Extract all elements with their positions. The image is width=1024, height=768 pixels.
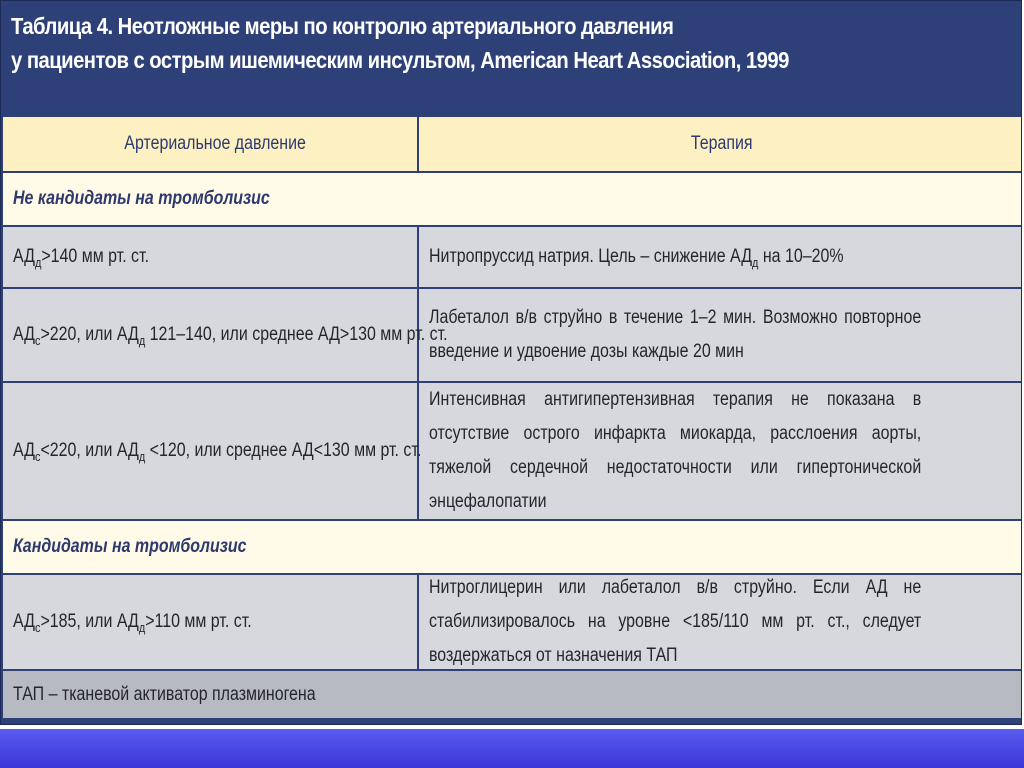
section-row-no-thrombolysis [3,173,1021,227]
table-row [3,575,1021,671]
table-row [3,383,1021,521]
bp-value: $АД_с>220$, или $АД_д$ 121–140, или среднее АД>130 мм рт. ст. [13,324,448,348]
section-label-cell [3,521,1021,573]
header-therapy-cell [419,117,1021,171]
therapy-text: Лабеталол в/в струйно в течение 1–2 мин. Возможно повторное введение и удвоение дозы каждые 20 мин [429,307,922,362]
table-title-line-1: Таблица 4. Неотложные меры по контролю артериального давления [11,13,674,39]
therapy-text: Интенсивная антигипертензивная терапия не показана в отсутствие острого инфаркта миокарда, расслоения аорты, тяжелой сердечной недостаточности или гипертонической энцефалопатии [429,389,922,512]
bp-value: $АД_с>185$, или $АД_д>110$ мм рт. ст. [13,611,252,635]
table-footnote-row [3,671,1021,720]
table-grid [3,117,1021,720]
table-row [3,227,1021,289]
bp-cell [3,575,419,669]
header-bp-cell [3,117,419,171]
section-row-thrombolysis [3,521,1021,575]
table-row [3,289,1021,383]
footnote-cell [3,671,1021,718]
slide-bottom-bar [0,729,1024,768]
bp-value: $АД_д>140$ мм рт. ст. [13,246,150,270]
bp-cell [3,227,419,287]
bp-value: $АД_с<220$, или $АД_д <120$, или среднее АД<130 мм рт. ст. [13,440,422,464]
bp-cell [3,383,422,519]
table-header-row [3,117,1021,173]
therapy-cell [419,575,1021,669]
header-therapy-label: Терапия [691,133,753,154]
therapy-text: Нитропруссид натрия. Цель – снижение $АД_д$ на 10–20% [429,246,844,270]
section-label: Кандидаты на тромболизис [13,536,247,557]
header-bp-label: Артериальное давление [124,133,306,154]
therapy-text: Нитроглицерин или лабеталол в/в струйно. Если АД не стабилизировалось на уровне <185/110 мм рт. ст., следует воздержаться от назначения ТАП [429,577,922,666]
section-label: Не кандидаты на тромболизис [13,188,270,209]
bp-cell [3,289,448,381]
therapy-cell [419,383,1021,519]
section-label-cell [3,173,1021,225]
therapy-cell [419,227,1021,287]
footnote-text: ТАП – тканевой активатор плазминогена [13,683,316,705]
table-title [11,9,891,77]
therapy-cell [419,289,1021,381]
table-title-line-2: у пациентов с острым ишемическим инсультом, American Heart Association, 1999 [11,47,789,73]
